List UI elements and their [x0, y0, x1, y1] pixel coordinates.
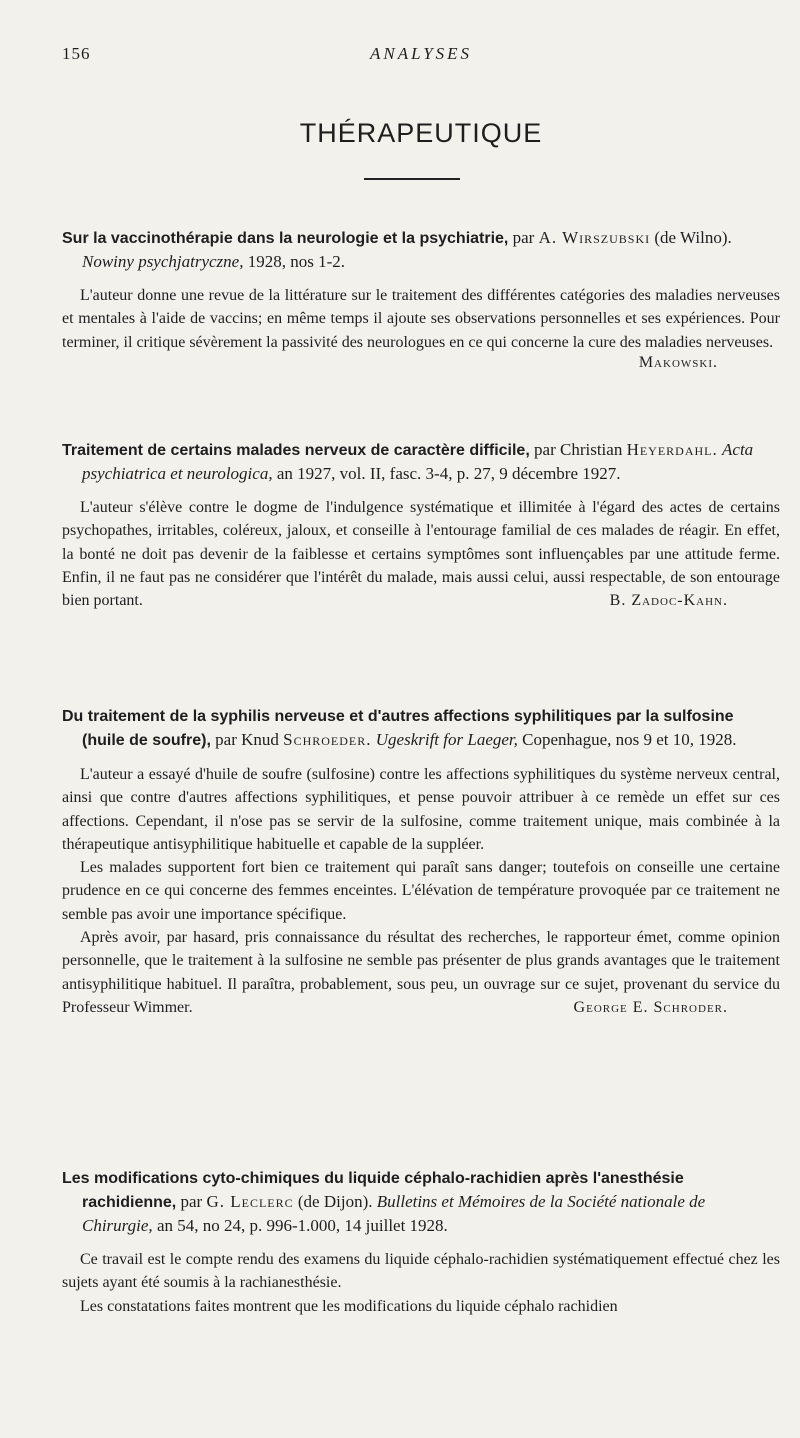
article-title: Traitement de certains malades nerveux de caractère difficile, — [62, 442, 530, 459]
article-ref-post: an 54, no 24, p. 996-1.000, 14 juillet 1928. — [156, 1216, 448, 1235]
article-paragraph-text: Après avoir, par hasard, pris connaissance du résultat des recherches, le rapporteur émet, comme opinion personnelle, que le traitement à la sulfosine ne semble pas présenter de plus grands avantages que le traitement antisyphilitique habituel. Il paraîtra, probablement, sous peu, un ouvrage sur ce sujet, provenant du service du Professeur Wimmer. — [62, 929, 780, 1016]
article-by: par Christian — [534, 440, 623, 459]
article-ref-post: Copenhague, nos 9 et 10, 1928. — [522, 730, 737, 749]
article-title: Du traitement de la syphilis nerveuse et d'autres affections syphilitiques par la sulfosine — [62, 708, 734, 725]
article-paragraph: L'auteur donne une revue de la littérature sur le traitement des différentes catégories des maladies nerveuses et mentales à l'aide de vaccins; en même temps il ajoute ses observations personnelles et ses expériences. Pour terminer, il critique sévèrement la passivité des neurologues en ce qui concerne la cure des maladies nerveuses. — [62, 287, 780, 351]
article-author: A. Wirszubski — [538, 228, 651, 247]
article-author: Schroeder. — [283, 730, 372, 749]
page-number: 156 — [62, 44, 91, 63]
article-ref-post: an 1927, vol. II, fasc. 3-4, p. 27, 9 décembre 1927. — [276, 464, 621, 483]
article-author: G. Leclerc — [206, 1192, 294, 1211]
article-by: par — [180, 1192, 203, 1211]
article-traitement-malades — [62, 438, 780, 612]
article-title: Les modifications cyto-chimiques du liquide céphalo-rachidien après l'anesthésie rachidienne, — [62, 1170, 684, 1211]
article-journal: Ugeskrift for Laeger, — [375, 730, 518, 749]
article-heading — [62, 1166, 780, 1237]
article-signature: Makowski. — [638, 353, 718, 371]
article-signature: B. Zadoc-Kahn. — [609, 592, 728, 610]
article-journal: Bulletins et Mémoires de la Société nationale de Chirurgie, — [82, 1192, 706, 1235]
article-title-paren: (huile de soufre), — [82, 732, 211, 749]
article-by: par — [512, 228, 535, 247]
running-title: ANALYSES — [369, 44, 473, 63]
article-paragraph-text: L'auteur s'élève contre le dogme de l'indulgence systématique et illimitée à l'égard des actes de certains psychopathes, irritables, coléreux, jaloux, et conseille à l'entourage familial de ces malades de réagir. En effet, la bonté ne doit pas devenir de la faiblesse et certains symptômes sont influençables par une attitude ferme. Enfin, il ne faut pas ne considérer que l'intérêt du malade, mais aussi celui, aussi respectable, de son entourage bien portant. — [62, 499, 780, 610]
article-paragraph: Les malades supportent fort bien ce traitement qui paraît sans danger; toutefois on conseille une certaine prudence en ce qui concerne des femmes enceintes. L'élévation de température provoquée par ce traitement ne semble pas avoir une importance spécifique. — [62, 859, 780, 923]
article-ref-pre: (de Wilno). — [654, 228, 732, 247]
article-paragraph: L'auteur a essayé d'huile de soufre (sulfosine) contre les affections syphilitiques du système nerveux central, ainsi que contre d'autres affections syphilitiques, et pense pouvoir attribuer à ce remède un effet sur ces affections. Cependant, il n'ose pas se servir de la sulfosine, comme traitement unique, mais combinée à la thérapeutique antisyphilitique habituelle et capable de la suppléer. — [62, 766, 780, 853]
article-syphilis-nerveuse — [62, 704, 780, 1019]
section-title: THÉRAPEUTIQUE — [299, 118, 543, 148]
article-ref-post: 1928, nos 1-2. — [247, 252, 345, 271]
article-vaccinotherapie — [62, 226, 780, 372]
article-liquide-cephalo-rachidien — [62, 1166, 780, 1318]
article-journal: Nowiny psychjatryczne, — [82, 252, 244, 271]
article-paragraph: Ce travail est le compte rendu des examens du liquide céphalo-rachidien systématiquement effectué chez les sujets ayant été soumis à la rachianesthésie. — [62, 1251, 780, 1292]
article-ref-pre: (de Dijon). — [297, 1192, 373, 1211]
article-signature: George E. Schroder. — [573, 998, 728, 1016]
article-heading — [62, 226, 780, 273]
running-head — [62, 44, 780, 66]
article-paragraph — [62, 496, 780, 612]
article-heading — [62, 438, 780, 485]
article-by: par Knud — [215, 730, 279, 749]
article-title: Sur la vaccinothérapie dans la neurologie et la psychiatrie, — [62, 230, 509, 247]
article-journal: Acta psychiatrica et neurologica, — [82, 440, 754, 483]
article-paragraph: Les constatations faites montrent que les modifications du liquide céphalo rachidien — [80, 1297, 618, 1315]
article-author: Heyerdahl. — [626, 440, 718, 459]
article-heading — [62, 704, 780, 752]
article-paragraph — [62, 926, 780, 1019]
title-divider — [364, 178, 460, 180]
